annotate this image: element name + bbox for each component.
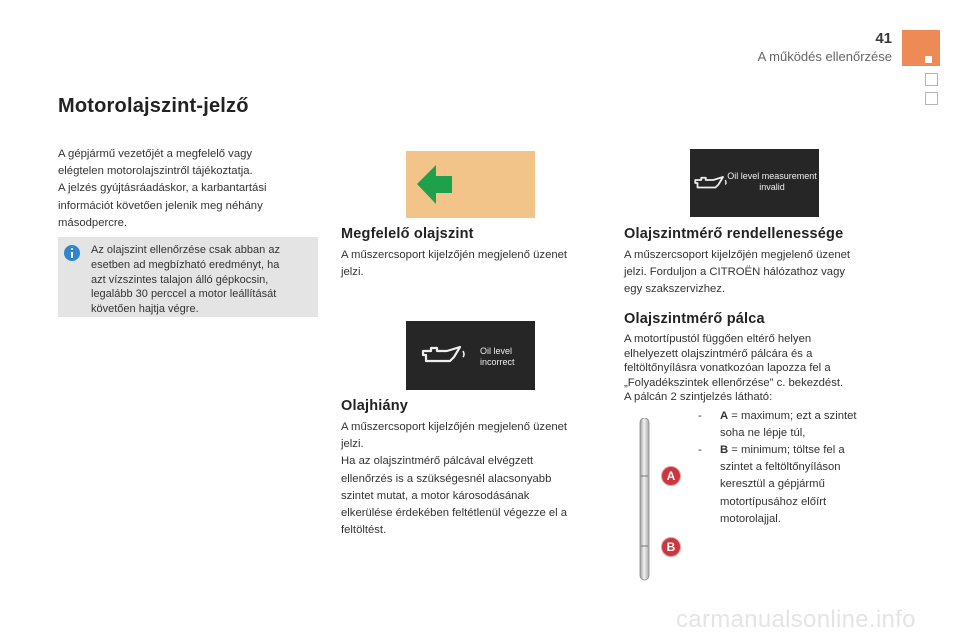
text-line: másodpercre. [58,216,128,229]
marker-a-icon: A [661,466,681,486]
text-line: jelzi. Forduljon a CITROËN hálózathoz vagy [624,266,846,279]
info-text [91,243,313,317]
display-line: incorrect [480,357,515,367]
section-tab-active [902,30,940,66]
info-icon [64,245,80,261]
list-dash: - [698,410,702,422]
section-tab-empty [925,73,938,86]
dipstick-rod [640,418,649,580]
text-line: Az olajszint ellenőrzése csak abban az [91,244,280,256]
gauge-fault-text [624,247,886,299]
info-box [58,237,318,317]
display-line: Oil level measurement [727,171,817,181]
text-line: A műszercsoport kijelzőjén megjelenő üzenet [624,249,851,261]
text-line: = minimum; töltse fel a [728,444,845,456]
marker-b-icon: B [661,537,681,557]
text-line: szintet mutat, a motor károsodásának [341,489,530,502]
text-line: = maximum; ezt a szintet [728,410,857,422]
text-line: soha ne lépje túl, [720,427,806,440]
text-line: jelzi. [341,266,364,279]
text-line: esetben ad megbízható eredményt, ha [91,258,280,271]
text-line: jelzi. [341,438,364,451]
text-line: feltöltőnyílásra vonatkozóan lapozza fel a [624,362,831,375]
list-dash: - [698,444,702,456]
heading-correct-level: Megfelelő olajszint [341,226,474,242]
text-line: A motortípustól függően eltérő helyen [624,333,812,345]
text-line: elkerülése érdekében feltétlenül végezze el a [341,507,568,520]
green-arrow-icon [406,151,535,218]
text-line: A műszercsoport kijelzőjén megjelenő üzenet [341,421,568,433]
text-line: A műszercsoport kijelzőjén megjelenő üzenet [341,249,568,261]
text-line: Ha az olajszintmérő pálcával elvégzett [341,455,534,468]
marker-key: B [720,444,729,456]
text-line: feltöltést. [341,524,387,537]
display-text [480,346,515,368]
text-line: A gépjármű vezetőjét a megfelelő vagy [58,148,253,160]
text-line: elhelyezett olajszintmérő pálcára és a [624,347,813,360]
dipstick-item-a [698,408,888,442]
dipstick-item-b [698,442,888,528]
dipstick-illustration [628,418,672,588]
text-line: A jelzés gyújtásráadáskor, a karbantartási [58,182,267,195]
text-line: legalább 30 perccel a motor leállítását [91,288,277,301]
page-title: Motorolajszint-jelző [58,95,249,117]
display-line: invalid [759,182,785,192]
oil-can-icon [420,343,468,367]
correct-level-text [341,247,601,281]
intro-paragraph [58,146,318,232]
watermark: carmanualsonline.info [676,606,916,633]
display-measurement-invalid [690,149,819,217]
section-tab-empty [925,92,938,105]
text-line: motortípusához előírt [720,495,827,508]
text-line: szintet a feltöltőnyíláson [720,461,841,474]
oil-can-icon [693,173,729,193]
page-number: 41 [875,30,892,47]
display-oil-incorrect [406,321,535,390]
dipstick-text [624,332,886,405]
heading-gauge-fault: Olajszintmérő rendellenessége [624,226,844,242]
text-line: elégtelen motorolajszintről tájékoztatja. [58,165,253,178]
marker-key: A [720,410,729,422]
heading-low-level: Olajhiány [341,398,409,414]
low-level-text [341,419,603,539]
text-line: „Folyadékszintek ellenőrzése” c. bekezdést. [624,376,844,389]
text-line: motorolajjal. [720,512,781,525]
text-line: követően hajtja végre. [91,303,199,316]
section-title: A működés ellenőrzése [757,49,892,64]
text-line: egy szakszervizhez. [624,283,726,296]
text-line: ellenőrzés is a szükségesnél alacsonyabb [341,472,552,485]
tab-square-icon [925,56,932,63]
text-line: keresztül a gépjármű [720,478,825,491]
text-line: azt vízszintes talajon álló gépkocsin, [91,273,269,286]
heading-dipstick: Olajszintmérő pálca [624,311,765,327]
text-line: információt követően jelenik meg néhány [58,199,263,212]
display-correct-level [406,151,535,218]
display-line: Oil level [480,346,513,356]
display-text [727,171,817,193]
text-line: A pálcán 2 szintjelzés látható: [624,391,773,404]
